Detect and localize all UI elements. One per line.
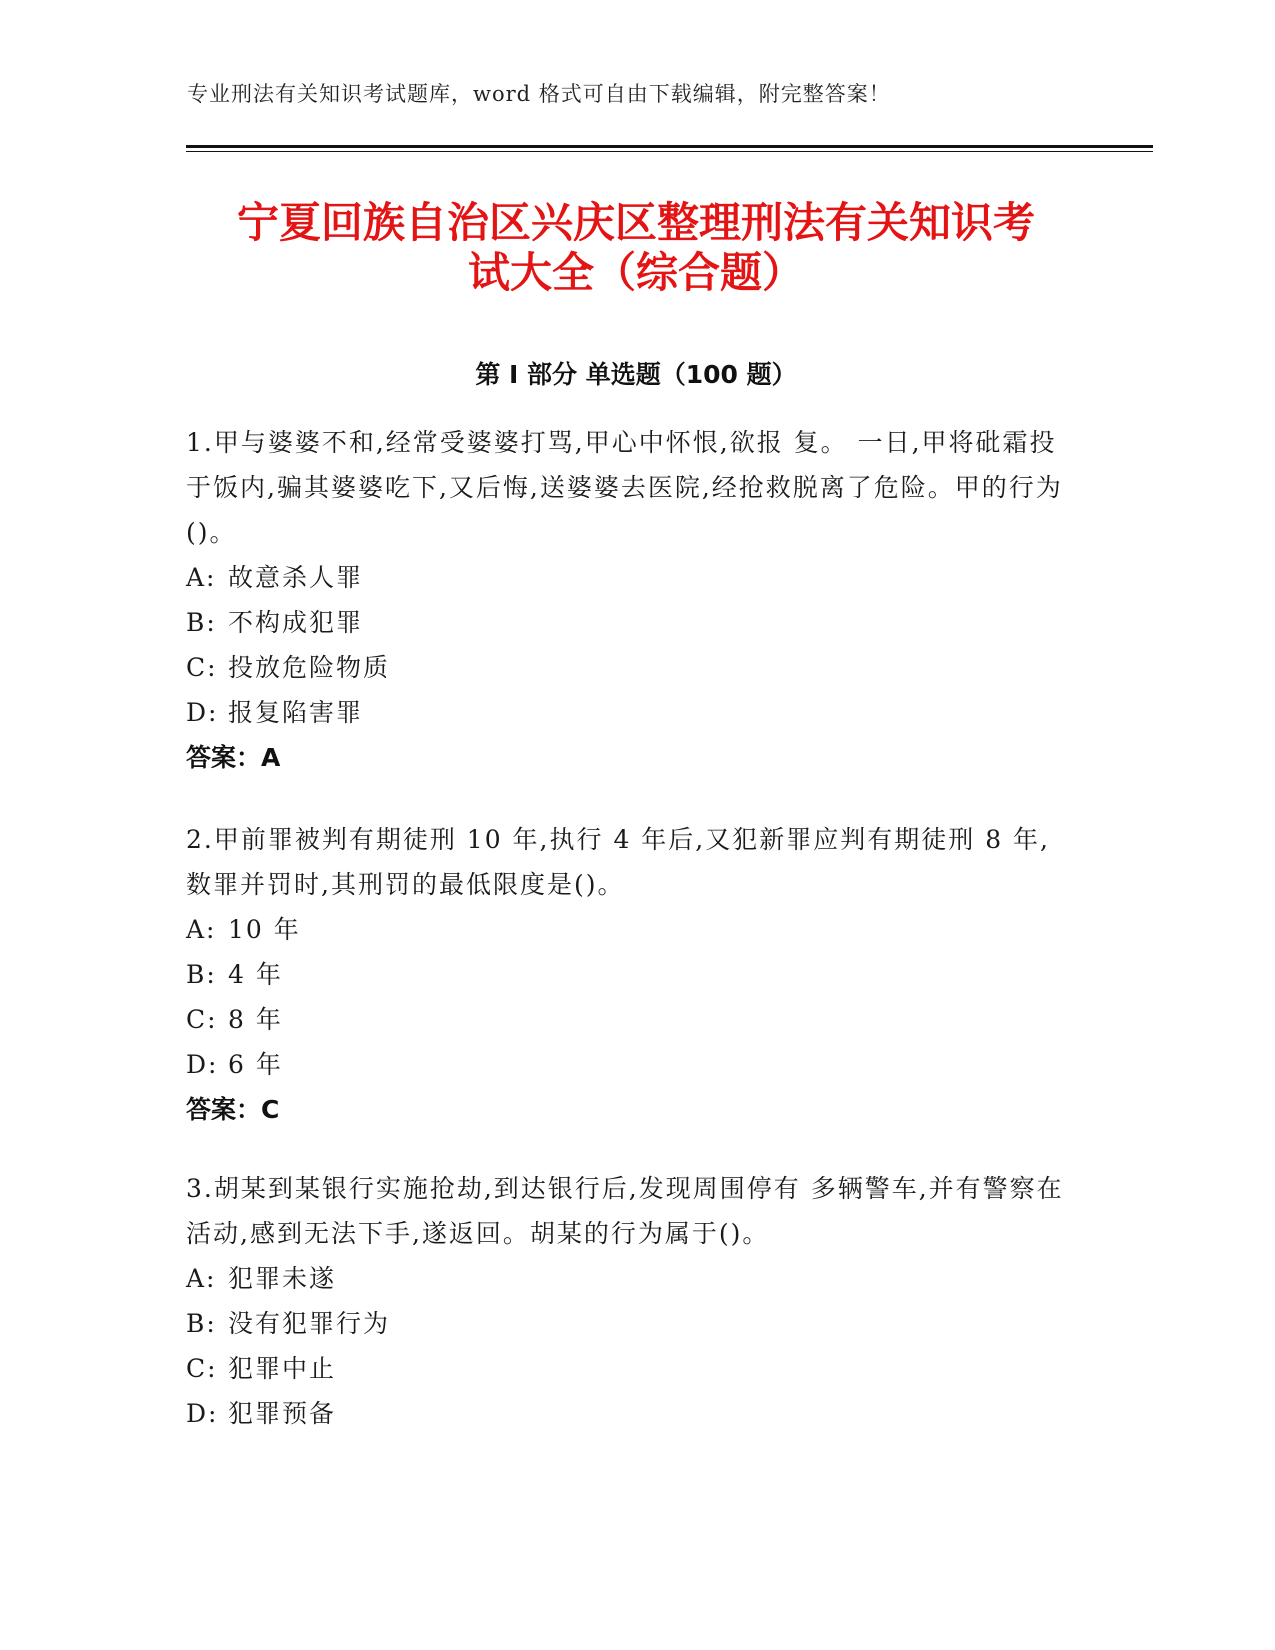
option-key: C: xyxy=(186,1005,218,1034)
option-text: 投放危险物质 xyxy=(228,653,391,682)
option-b xyxy=(186,600,1076,645)
answer: 答案：C xyxy=(186,1095,280,1124)
option-key: B: xyxy=(186,1309,217,1338)
question-2 xyxy=(186,817,1076,1132)
section-heading: 第 I 部分 单选题（100 题） xyxy=(475,360,797,389)
answer: 答案：A xyxy=(186,743,281,772)
option-text: 4 年 xyxy=(228,960,283,989)
option-text: 没有犯罪行为 xyxy=(228,1309,391,1338)
option-a xyxy=(186,907,1076,952)
option-key: A: xyxy=(186,1264,217,1293)
option-text: 犯罪中止 xyxy=(228,1354,337,1383)
option-c xyxy=(186,645,1076,690)
option-key: D: xyxy=(186,1050,219,1079)
option-a xyxy=(186,1256,1076,1301)
option-text: 10 年 xyxy=(228,915,301,944)
question-stem: 3.胡某到某银行实施抢劫,到达银行后,发现周围停有 多辆警车,并有警察在活动,感到无法下手,遂返回。胡某的行为属于()。 xyxy=(186,1174,1064,1248)
title-line-1: 宁夏回族自治区兴庆区整理刑法有关知识考 xyxy=(236,198,1035,247)
option-d xyxy=(186,690,1076,735)
option-b xyxy=(186,952,1076,997)
option-key: C: xyxy=(186,653,218,682)
header-rule-thin xyxy=(186,151,1153,152)
question-stem: 1.甲与婆婆不和,经常受婆婆打骂,甲心中怀恨,欲报 复。 一日,甲将砒霜投于饭内,骗其婆婆吃下,又后悔,送婆婆去医院,经抢救脱离了危险。甲的行为()。 xyxy=(186,428,1063,547)
option-text: 不构成犯罪 xyxy=(228,608,364,637)
header-rule-thick xyxy=(186,145,1153,148)
option-text: 犯罪未遂 xyxy=(228,1264,337,1293)
option-text: 报复陷害罪 xyxy=(228,698,364,727)
option-text: 8 年 xyxy=(228,1005,283,1034)
option-key: B: xyxy=(186,960,217,989)
document-title xyxy=(186,198,1086,298)
option-key: D: xyxy=(186,1399,219,1428)
option-c xyxy=(186,1346,1076,1391)
option-key: C: xyxy=(186,1354,218,1383)
option-key: A: xyxy=(186,915,217,944)
option-key: B: xyxy=(186,608,217,637)
option-c xyxy=(186,997,1076,1042)
option-b xyxy=(186,1301,1076,1346)
option-text: 6 年 xyxy=(228,1050,283,1079)
option-key: D: xyxy=(186,698,219,727)
option-d xyxy=(186,1042,1076,1087)
option-key: A: xyxy=(186,563,217,592)
question-3 xyxy=(186,1166,1076,1436)
option-text: 犯罪预备 xyxy=(228,1399,337,1428)
option-a xyxy=(186,555,1076,600)
question-1 xyxy=(186,420,1076,780)
header-note: 专业刑法有关知识考试题库，word 格式可自由下载编辑，附完整答案！ xyxy=(187,82,891,106)
option-d xyxy=(186,1391,1076,1436)
question-stem: 2.甲前罪被判有期徒刑 10 年,执行 4 年后,又犯新罪应判有期徒刑 8 年,数罪并罚时,其刑罚的最低限度是()。 xyxy=(186,825,1050,899)
title-line-2: 试大全（综合题） xyxy=(467,248,804,297)
option-text: 故意杀人罪 xyxy=(228,563,364,592)
